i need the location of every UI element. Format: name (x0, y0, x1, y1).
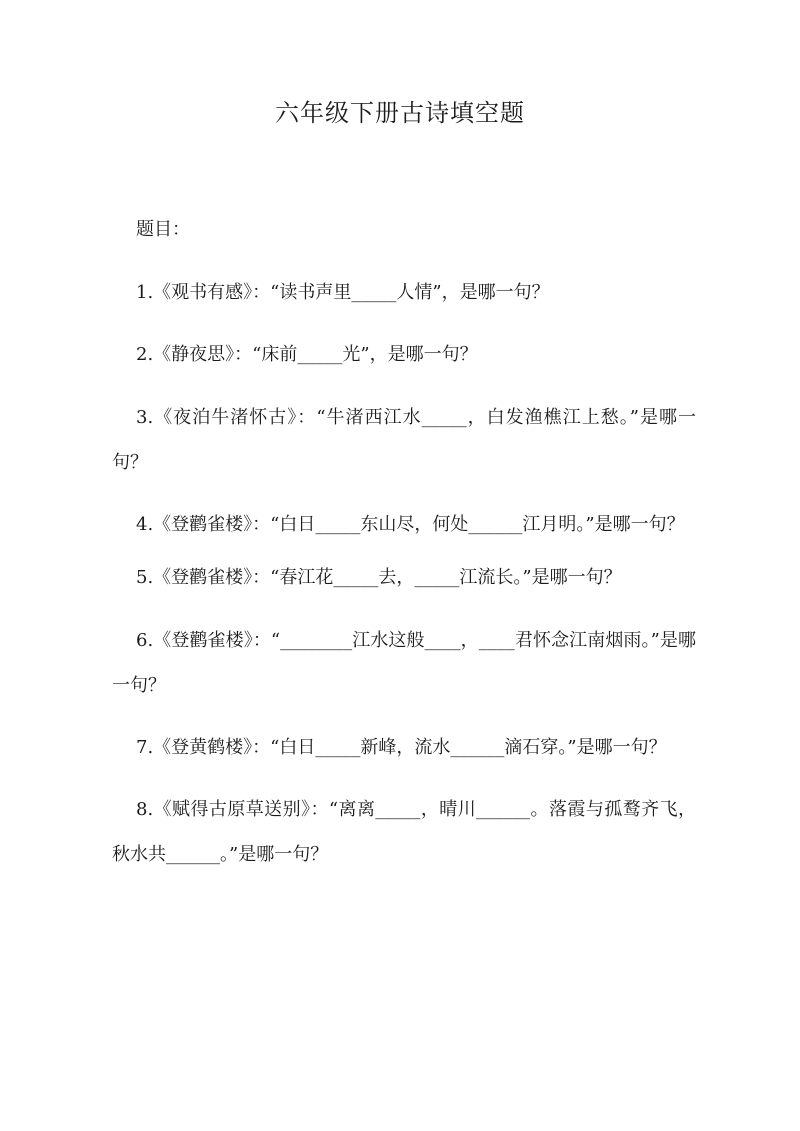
page-title: 六年级下册古诗填空题 (275, 99, 525, 127)
question-item-6: 6.《登鹳雀楼》：“________江水这般____，____君怀念江南烟雨。”是哪一句？ (112, 630, 696, 696)
question-item-3: 3.《夜泊牛渚怀古》：“牛渚西江水_____，白发渔樵江上愁。”是哪一句？ (112, 407, 696, 473)
question-item-8: 8.《赋得古原草送别》：“离离_____，晴川______。落霞与孤鹜齐飞，秋水共______。”是哪一句？ (112, 799, 696, 865)
question-item-1: 1.《观书有感》：“读书声里_____人情”，是哪一句？ (136, 282, 550, 303)
question-item-7: 7.《登黄鹤楼》：“白日_____新峰，流水______滴石穿。”是哪一句？ (136, 737, 667, 758)
question-item-5: 5.《登鹳雀楼》：“春江花_____去，_____江流长。”是哪一句？ (136, 567, 622, 588)
question-item-4: 4.《登鹳雀楼》：“白日_____东山尽，何处______江月明。”是哪一句？ (136, 514, 685, 535)
questions-intro-label: 题目： (136, 219, 190, 240)
question-list (112, 279, 696, 894)
question-item-2: 2.《静夜思》：“床前_____光”，是哪一句？ (136, 344, 478, 365)
